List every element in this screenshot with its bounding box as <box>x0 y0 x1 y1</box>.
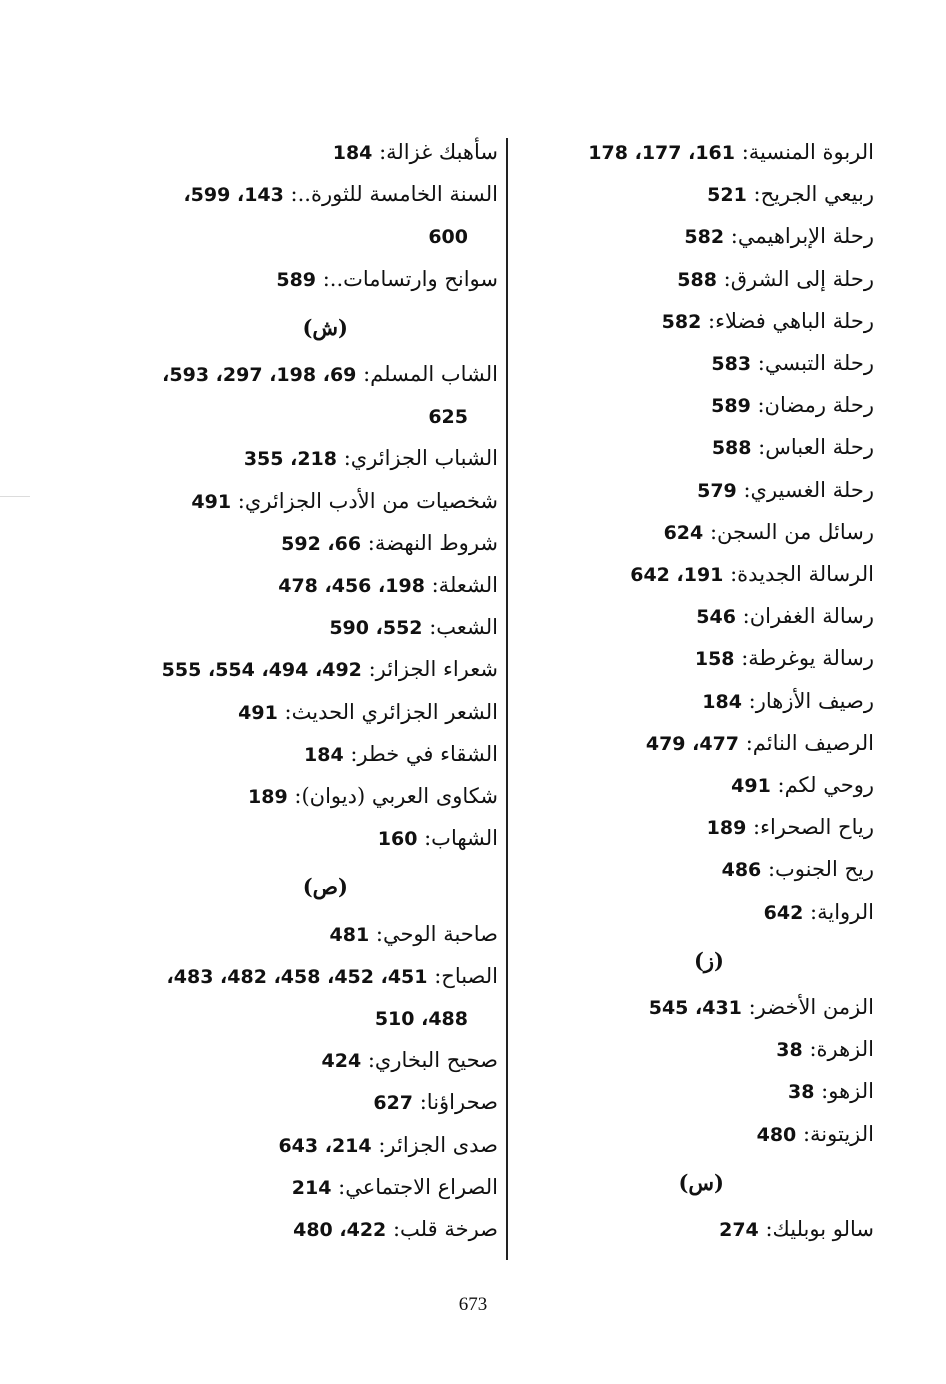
page-number: 673 <box>458 1294 488 1315</box>
entry-title: صحيح البخاري: <box>367 1048 498 1073</box>
entry-title: رحلة إلى الشرق: <box>723 266 874 291</box>
entry-title: شخصيات من الأدب الجزائري: <box>237 488 498 513</box>
index-entry <box>138 1040 498 1082</box>
index-entry <box>138 438 498 480</box>
entry-title: رحلة الإبراهيمي: <box>730 224 874 249</box>
entry-title: الشعلة: <box>431 573 498 598</box>
index-entry <box>138 565 498 607</box>
entry-title: الرسالة الجديدة: <box>730 562 874 587</box>
entry-title: الشاب المسلم: <box>363 362 498 387</box>
index-entry <box>138 132 498 174</box>
entry-pages: 582 <box>684 226 725 249</box>
index-entry <box>519 554 874 596</box>
entry-title: الشهاب: <box>424 826 498 851</box>
section-letter-header: (ز) <box>693 947 724 973</box>
entry-pages: 624 <box>663 521 704 544</box>
index-entry <box>519 174 874 216</box>
index-column-left <box>138 132 498 1251</box>
entry-pages: 214، 643 <box>278 1134 372 1157</box>
index-entry <box>138 818 498 860</box>
index-entry <box>519 892 874 934</box>
entry-title: السنة الخامسة للثورة..: <box>290 182 498 207</box>
index-entry <box>138 776 498 818</box>
entry-title: رصيف الأزهار: <box>748 688 874 713</box>
entry-pages: 521 <box>707 184 747 207</box>
entry-title: رياح الصحراء: <box>753 815 874 840</box>
entry-title: رحلة العباس: <box>758 435 874 460</box>
index-entry <box>519 512 874 554</box>
entry-pages: 69، 198، 297، 593، <box>162 364 357 387</box>
index-entry <box>519 596 874 638</box>
entry-title: شكاوى العربي (ديوان): <box>294 784 498 809</box>
entry-pages: 583 <box>711 353 752 376</box>
entry-pages: 160 <box>377 828 418 851</box>
index-entry <box>138 1209 498 1251</box>
index-entry <box>519 1209 874 1251</box>
index-entry <box>138 692 498 734</box>
index-entry <box>519 681 874 723</box>
entry-pages: 477، 479 <box>645 732 740 755</box>
entry-title: رحلة الباهي فضلاء: <box>708 308 874 333</box>
entry-pages: 546 <box>696 606 736 629</box>
entry-pages: 184 <box>332 142 373 164</box>
entry-pages: 451، 452، 458، 482، 483، <box>166 965 428 988</box>
entry-pages: 480 <box>756 1123 797 1146</box>
index-entry <box>519 765 874 807</box>
entry-title: رحلة التبسي: <box>757 351 874 376</box>
entry-pages: 38 <box>788 1081 815 1104</box>
index-entry <box>138 174 498 216</box>
entry-title: شعراء الجزائر: <box>368 657 498 682</box>
section-letter-header: (ش) <box>302 314 348 340</box>
index-entry <box>138 649 498 691</box>
index-entry <box>519 385 874 427</box>
entry-title: رسائل من السجن: <box>709 519 874 544</box>
entry-title: الزمن الأخضر: <box>748 995 874 1020</box>
entry-pages: 492، 494، 554، 555 <box>161 659 362 682</box>
section-letter-header: (س) <box>678 1169 724 1195</box>
entry-pages: 66، 592 <box>281 532 362 555</box>
entry-pages-continued: 488، 510 <box>374 1008 468 1031</box>
entry-pages: 189 <box>248 786 288 809</box>
entry-title: صرخة قلب: <box>392 1217 498 1242</box>
index-entry <box>519 1029 874 1071</box>
index-entry <box>519 343 874 385</box>
entry-pages: 38 <box>776 1039 803 1062</box>
entry-pages: 218، 355 <box>243 448 337 471</box>
entry-title: الصراع الاجتماعي: <box>338 1174 498 1199</box>
entry-pages: 184 <box>304 743 344 766</box>
entry-title: صحراؤنا: <box>419 1090 498 1115</box>
entry-pages: 184 <box>702 690 742 713</box>
entry-pages: 191، 642 <box>630 564 724 587</box>
entry-continuation <box>138 396 498 438</box>
entry-pages: 491 <box>731 775 771 798</box>
entry-title: روحي لكم: <box>777 773 874 798</box>
entry-title: الشقاء في خطر: <box>350 741 498 766</box>
entry-pages: 589 <box>711 395 751 418</box>
entry-pages: 486 <box>721 859 762 882</box>
index-entry <box>138 1125 498 1167</box>
entry-pages: 422، 480 <box>293 1219 387 1242</box>
entry-continuation <box>138 216 498 258</box>
entry-pages: 143، 599، <box>183 184 284 207</box>
entry-pages: 161، 177، 178 <box>588 142 735 164</box>
entry-title: صاحبة الوحي: <box>375 921 498 946</box>
entry-pages-continued: 625 <box>428 406 468 429</box>
entry-pages-continued: 600 <box>428 226 468 249</box>
entry-pages: 579 <box>697 479 737 502</box>
entry-continuation <box>138 998 498 1040</box>
entry-pages: 589 <box>276 268 317 291</box>
entry-title: سأهبك غزالة: <box>379 140 498 164</box>
index-entry <box>138 481 498 523</box>
index-entry <box>519 849 874 891</box>
index-entry <box>519 216 874 258</box>
index-entry <box>519 301 874 343</box>
section-letter-header: (ص) <box>302 874 348 900</box>
entry-title: الشعر الجزائري الحديث: <box>284 699 498 724</box>
entry-title: الزيتونة: <box>802 1121 874 1146</box>
entry-title: الزهو: <box>821 1079 874 1104</box>
entry-title: ربيعي الجريح: <box>753 182 874 207</box>
entry-title: الرصيف النائم: <box>745 730 874 755</box>
index-column-right <box>519 132 874 1251</box>
entry-pages: 588 <box>677 268 717 291</box>
index-entry <box>519 1071 874 1113</box>
index-entry <box>138 914 498 956</box>
entry-title: الرواية: <box>810 899 874 924</box>
entry-pages: 582 <box>661 310 702 333</box>
index-entry <box>138 1082 498 1124</box>
index-entry <box>519 807 874 849</box>
index-entry <box>519 723 874 765</box>
entry-title: رسالة يوغرطة: <box>741 646 874 671</box>
scan-artifact <box>0 496 30 497</box>
entry-pages: 491 <box>238 701 278 724</box>
entry-pages: 642 <box>763 901 804 924</box>
entry-pages: 431، 545 <box>648 997 742 1020</box>
entry-pages: 158 <box>694 648 735 671</box>
entry-title: سوانح وارتسامات..: <box>322 266 498 291</box>
index-entry <box>138 956 498 998</box>
column-divider <box>506 138 508 1260</box>
index-entry <box>138 607 498 649</box>
entry-title: رحلة رمضان: <box>757 393 874 418</box>
entry-title: سالو بوبليك: <box>765 1217 874 1242</box>
entry-pages: 274 <box>719 1219 759 1242</box>
entry-title: رحلة الغسيري: <box>743 477 874 502</box>
index-entry <box>519 470 874 512</box>
entry-pages: 198، 456، 478 <box>278 575 425 598</box>
entry-pages: 588 <box>711 437 752 460</box>
index-entry <box>138 259 498 301</box>
entry-title: رسالة الغفران: <box>742 604 874 629</box>
entry-title: الربوة المنسية: <box>741 140 874 164</box>
entry-title: شروط النهضة: <box>367 530 498 555</box>
index-entry <box>138 354 498 396</box>
index-entry <box>519 987 874 1029</box>
entry-pages: 424 <box>321 1050 362 1073</box>
entry-title: صدى الجزائر: <box>378 1132 498 1157</box>
entry-title: ريح الجنوب: <box>767 857 874 882</box>
index-entry <box>519 638 874 680</box>
index-entry <box>519 132 874 174</box>
index-entry <box>519 1114 874 1156</box>
entry-title: الشباب الجزائري: <box>343 446 498 471</box>
entry-title: الشعب: <box>429 615 498 640</box>
index-entry <box>519 259 874 301</box>
entry-pages: 214 <box>291 1176 332 1199</box>
entry-pages: 481 <box>329 923 370 946</box>
entry-title: الصباح: <box>434 963 498 988</box>
entry-pages: 189 <box>706 817 747 840</box>
index-entry <box>138 734 498 776</box>
index-entry <box>138 1167 498 1209</box>
index-entry <box>138 523 498 565</box>
entry-pages: 627 <box>373 1092 414 1115</box>
entry-title: الزهرة: <box>809 1037 874 1062</box>
entry-pages: 552، 590 <box>329 617 423 640</box>
index-entry <box>519 427 874 469</box>
entry-pages: 491 <box>191 490 232 513</box>
